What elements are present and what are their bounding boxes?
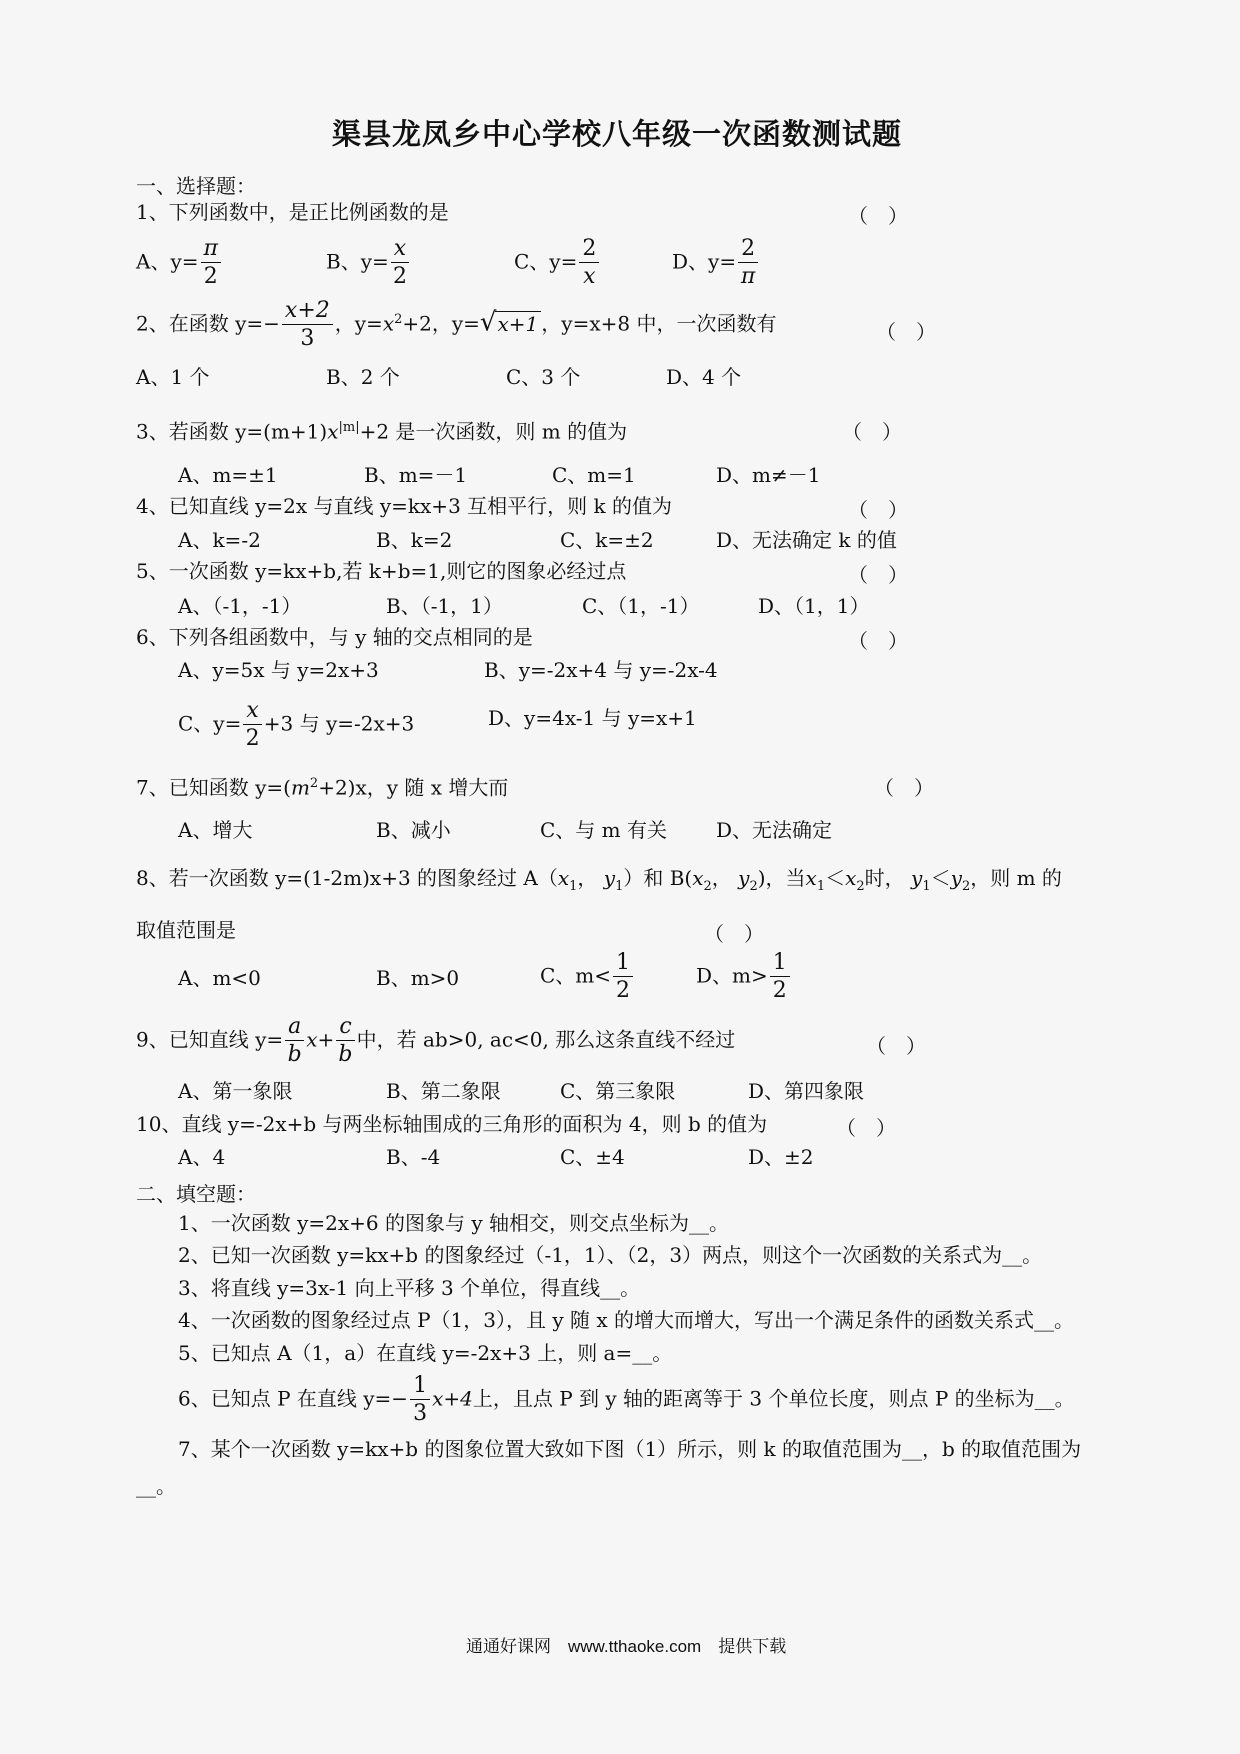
- question-6-option-c: C、y= $\frac{x}{2}$ +3 与 y=-2x+3: [178, 698, 415, 751]
- question-7-option-b: B、减小: [376, 818, 451, 842]
- question-2-stem: 2、在函数 y=− $\frac{x+2}{3}$ ，$y=x^2+2$，y=√x+1 ，y=x+8 中，一次函数有: [136, 298, 777, 351]
- fill-question-5: 5、已知点 A（1，a）在直线 y=-2x+3 上，则 a=__。: [178, 1341, 673, 1365]
- question-3-option-c: C、m=1: [552, 463, 636, 487]
- question-10-option-a: A、4: [178, 1145, 226, 1169]
- question-10-option-d: D、±2: [748, 1145, 814, 1169]
- fill-question-4: 4、一次函数的图象经过点 P（1，3），且 y 随 x 的增大而增大，写出一个满足条件的函数关系式__。: [178, 1308, 1074, 1332]
- question-1-stem: 1、下列函数中，是正比例函数的是: [136, 200, 449, 224]
- question-2-answer-blank: （ ）: [876, 320, 936, 344]
- question-7-option-c: C、与 m 有关: [540, 818, 667, 842]
- question-2-option-b: B、2 个: [326, 365, 400, 389]
- fill-question-1: 1、一次函数 y=2x+6 的图象与 y 轴相交，则交点坐标为__。: [178, 1211, 729, 1235]
- fill-question-2: 2、已知一次函数 y=kx+b 的图象经过（-1，1）、（2，3）两点，则这个一次函数的关系式为__。: [178, 1243, 1043, 1267]
- question-3-option-d: D、m≠－1: [716, 463, 821, 487]
- question-5-option-b: B、（-1，1）: [386, 594, 503, 618]
- question-9-option-b: B、第二象限: [386, 1079, 501, 1103]
- question-1-answer-blank: （ ）: [848, 204, 908, 228]
- question-10-option-b: B、-4: [386, 1145, 441, 1169]
- question-6-option-a: A、y=5x 与 y=2x+3: [178, 658, 379, 682]
- question-4-option-c: C、k=±2: [560, 528, 654, 552]
- question-4-option-b: B、k=2: [376, 528, 453, 552]
- question-9-stem: 9、已知直线 y= $\frac{a}{b}$ x+ $\frac{c}{b}$ 中，若 ab>0, ac<0, 那么这条直线不经过: [136, 1014, 736, 1067]
- question-7-option-a: A、增大: [178, 818, 253, 842]
- page-footer: 通通好课网 www.tthaoke.com 提供下载: [466, 1637, 787, 1656]
- question-2-option-d: D、4 个: [666, 365, 742, 389]
- question-6-option-d: D、y=4x-1 与 y=x+1: [488, 706, 697, 730]
- question-2-option-c: C、3 个: [506, 365, 581, 389]
- question-3-option-a: A、m=±1: [178, 463, 278, 487]
- question-3-answer-blank: （ ）: [842, 420, 902, 444]
- question-9-option-d: D、第四象限: [748, 1079, 865, 1103]
- question-10-stem: 10、直线 y=-2x+b 与两坐标轴围成的三角形的面积为 4，则 b 的值为: [136, 1112, 768, 1136]
- question-4-option-d: D、无法确定 k 的值: [716, 528, 897, 552]
- question-8-option-b: B、m>0: [376, 966, 460, 990]
- page-title: 渠县龙凤乡中心学校八年级一次函数测试题: [332, 117, 903, 151]
- question-5-option-a: A、（-1，-1）: [178, 594, 302, 618]
- question-9-option-a: A、第一象限: [178, 1079, 293, 1103]
- question-7-option-d: D、无法确定: [716, 818, 833, 842]
- question-10-answer-blank: （ ）: [836, 1116, 896, 1140]
- question-4-stem: 4、已知直线 y=2x 与直线 y=kx+3 互相平行，则 k 的值为: [136, 494, 672, 518]
- question-6-stem: 6、下列各组函数中，与 y 轴的交点相同的是: [136, 625, 533, 649]
- question-8-option-c: C、m< $\frac{1}{2}$: [540, 952, 635, 1002]
- section-heading-choice: 一、选择题：: [136, 174, 256, 198]
- question-5-option-c: C、（1，-1）: [582, 594, 700, 618]
- question-6-option-b: B、y=-2x+4 与 y=-2x-4: [484, 658, 718, 682]
- question-1-option-b: B、y= $\frac{x}{2}$: [326, 238, 411, 288]
- section-heading-fill-in: 二、填空题：: [136, 1182, 256, 1206]
- question-7-answer-blank: （ ）: [874, 776, 934, 800]
- question-2-option-a: A、1 个: [136, 365, 210, 389]
- question-10-option-c: C、±4: [560, 1145, 625, 1169]
- question-8-stem: 8、若一次函数 y=(1-2m)x+3 的图象经过 $A(x_1$， $y_1$）和 $B(x_2$， $y_2$)，当$x_1<x_2$时， $y_1<y_2$，则 m 的: [136, 866, 1062, 894]
- question-1-option-a: A、y= $\frac{\pi}{2}$: [136, 238, 223, 288]
- question-4-answer-blank: （ ）: [848, 498, 908, 522]
- question-1-option-d: D、y= $\frac{2}{\pi}$: [672, 238, 760, 288]
- question-8-answer-blank: （ ）: [704, 922, 764, 946]
- question-5-stem: 5、一次函数 y=kx+b,若 k+b=1,则它的图象必经过点: [136, 559, 627, 583]
- fill-question-3: 3、将直线 y=3x-1 向上平移 3 个单位，得直线__。: [178, 1276, 641, 1300]
- question-5-option-d: D、（1，1）: [758, 594, 870, 618]
- question-8-stem-line-2: 取值范围是: [136, 918, 236, 942]
- radical-sign: √: [479, 307, 497, 338]
- fill-question-6: 6、已知点 P 在直线 y=− $\frac{1}{3}$ x+4上，且点 P 到 y 轴的距离等于 3 个单位长度，则点 P 的坐标为__。: [178, 1373, 1075, 1426]
- question-8-option-d: D、m> $\frac{1}{2}$: [696, 952, 792, 1002]
- fill-question-7-continued: __。: [136, 1474, 176, 1498]
- question-8-option-a: A、m<0: [178, 966, 261, 990]
- question-9-option-c: C、第三象限: [560, 1079, 676, 1103]
- question-3-stem: 3、若函数 $y=(m+1)x^{|m|}+2$ 是一次函数，则 m 的值为: [136, 419, 628, 444]
- question-3-option-b: B、m=－1: [364, 463, 468, 487]
- question-9-answer-blank: （ ）: [866, 1034, 926, 1058]
- question-6-answer-blank: （ ）: [848, 629, 908, 653]
- question-4-option-a: A、k=-2: [178, 528, 261, 552]
- question-1-option-c: C、y= $\frac{2}{x}$: [514, 238, 601, 288]
- fill-question-7: 7、某个一次函数 y=kx+b 的图象位置大致如下图（1）所示，则 k 的取值范围为__，b 的取值范围为: [178, 1437, 1082, 1461]
- question-7-stem: 7、已知函数 $y=(m^2+2)x$，y 随 x 增大而: [136, 775, 509, 800]
- question-5-answer-blank: （ ）: [848, 563, 908, 587]
